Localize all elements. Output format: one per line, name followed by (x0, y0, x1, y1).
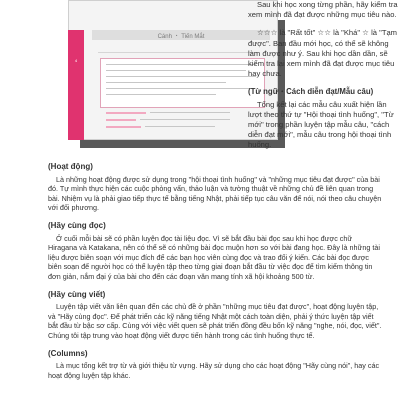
section-title: (Hoạt động) (48, 162, 93, 171)
right-column (248, 0, 398, 159)
section-reading (48, 221, 383, 282)
right-paragraph-3: Tổng kết lại các mẫu câu xuất hiện lần lượt theo thứ tự "Hội thoại tình huống", "Từ mới" trong phần luyện tập mẫu câu, "cách diễn đạt mới", mẫu câu trong hội thoại tình huống. (248, 99, 394, 150)
body-sections (48, 162, 383, 388)
section-text: Là những hoạt động được sử dụng trong "hội thoại tình huống" và "những mục tiêu đạt được" của bài đó. Tự mình thực hiện các cuộc phỏng vấn, thảo luận và tường thuật về những chủ đề liên quan trong bài. Nhiệm vụ là phải giao tiếp thực tế bằng tiếng Nhật, phải tiếp tục câu văn để nói, nói theo câu chuyện với đối phương. (48, 174, 382, 213)
text-line (106, 70, 246, 71)
section-activities (48, 162, 383, 213)
text-line (106, 76, 256, 77)
page-subheader-line (98, 45, 258, 53)
text-line (150, 112, 230, 113)
text-line (140, 119, 230, 120)
text-line (106, 88, 251, 89)
section-columns (48, 349, 383, 381)
right-paragraph-1: Sau khi học xong từng phần, hãy kiểm tra xem mình đã đạt được những mục tiêu nào. (248, 0, 398, 20)
highlight-line (106, 126, 141, 128)
text-line (106, 82, 226, 83)
chapter-tab-number: 4 (74, 58, 78, 63)
text-line (106, 64, 256, 65)
section-text: Luyện tập viết văn liên quan đến các chủ đề ở phần "những mục tiêu đạt được", hoạt động luyện tập, và "Hãy cùng đọc". Để phát triển các kỹ năng tiếng Nhật một cách toàn diện, phải ý thức luyện tập viết bắt đầu từ bậc sơ cấp. Cùng với việc viết quen sẽ phát triển đồng đều bốn kỹ năng "nghe, nói, đọc, viết". Chúng tôi tập trung vào hoạt động viết được tiến hành trong các tình huống thực tế. (48, 302, 382, 340)
section-text: Là mục tổng kết trợ từ và giới thiệu từ vựng. Hãy sử dụng cho các hoạt động "Hãy cùng nói", hay các hoạt động luyện tập khác. (48, 361, 380, 380)
text-line (145, 126, 215, 127)
section-text: Ở cuối mỗi bài sẽ có phần luyện đọc tài liệu đọc. Vì sẽ bắt đầu bài đọc sau khi học được chữ Hiragana và Katakana, nên có thể sẽ có những bài đọc muộn hơn so với bài đang học. Đây là những tài liệu được biên soạn với mục đích để các bạn học viên cùng đọc và trao đổi ý kiến. Các bài đọc được biên soạn để người học có thể luyện tập theo từng giai đoạn bắt đầu từ việc đọc để tìm kiếm thông tin đơn giản, nắm đại ý của bài cho đến các đoạn văn mang tính xã hội khoảng 500 từ. (48, 233, 380, 281)
section-title: (Columns) (48, 348, 88, 358)
page-header-text: Cánh ・ Tiến Mắt (157, 34, 205, 40)
textbook-page-illustration (40, 0, 280, 150)
chapter-tab (68, 30, 84, 140)
section-writing (48, 290, 383, 341)
section-title: (Hãy cùng viết) (48, 289, 106, 299)
highlight-line (106, 119, 136, 121)
subheading-expressions: (Từ ngữ・Cách diễn đạt/Mẫu câu) (248, 87, 374, 97)
section-title: (Hãy cùng đọc) (48, 220, 106, 230)
text-line (106, 94, 216, 95)
right-paragraph-2: ☆☆☆ là "Rất tốt" ☆☆ là "Khá" ☆ là "Tạm được". Ban đầu mới học, có thể sẽ không làm được như ý. Sau khi học dần dần, sẽ kiểm tra lại xem mình đã đạt được mục tiêu hay chưa. (248, 28, 398, 79)
highlight-line (106, 112, 146, 114)
